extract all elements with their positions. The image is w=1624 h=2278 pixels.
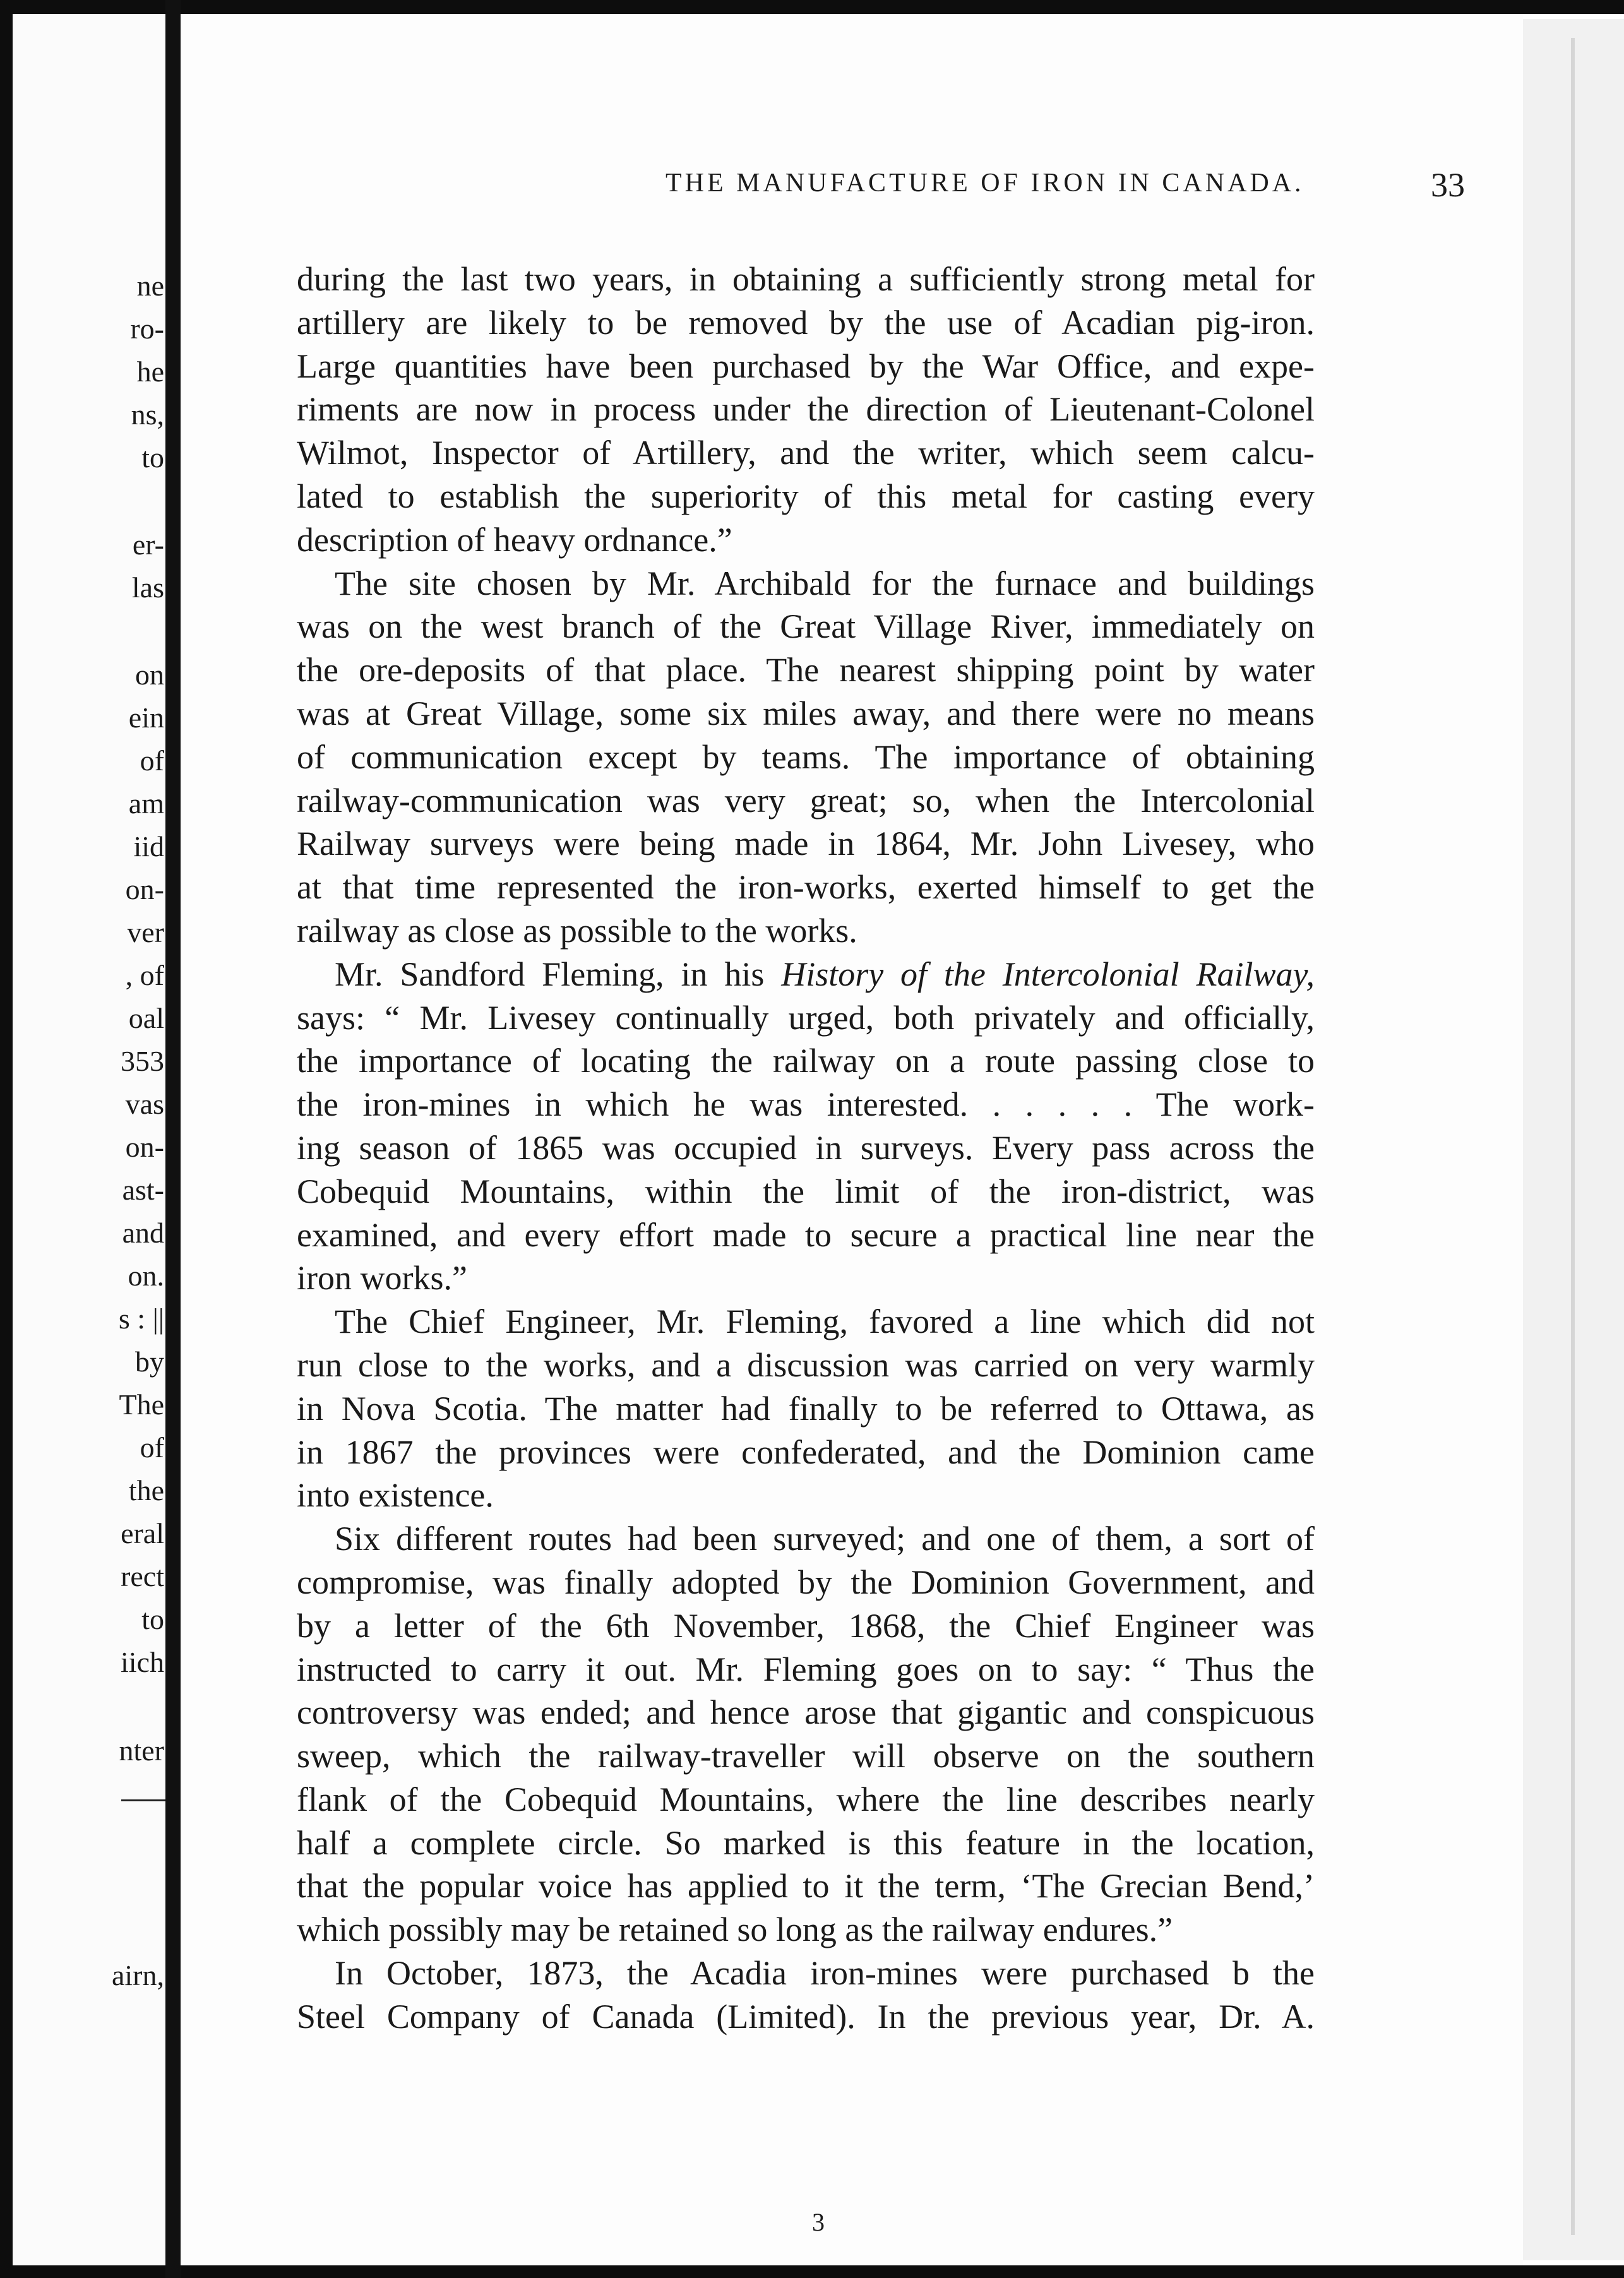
text-line: was on the west branch of the Great Village River, immediately on xyxy=(297,607,1315,646)
text-line: was at Great Village, some six miles away, and there were no means xyxy=(297,694,1315,732)
prev-page-fragment: , of xyxy=(125,959,164,991)
prev-page-footnote-rule xyxy=(121,1799,165,1801)
text-line: Cobequid Mountains, within the limit of the iron-district, was xyxy=(297,1172,1315,1210)
prev-page-fragment: the xyxy=(128,1474,164,1506)
text-line: in Nova Scotia. The matter had finally to be referred to Ottawa, as xyxy=(297,1389,1315,1428)
prev-page-fragment: and xyxy=(122,1217,164,1249)
prev-page-fragment: er- xyxy=(132,528,164,561)
text-line: that the popular voice has applied to it the term, ‘The Grecian Bend,’ xyxy=(297,1867,1315,1905)
body-text xyxy=(297,258,1315,2039)
prev-page-fragment: s : || xyxy=(118,1303,164,1335)
book-page xyxy=(181,14,1523,2265)
text-line: the iron-mines in which he was interested. . . . . . The work- xyxy=(297,1085,1315,1124)
text-line: into existence. xyxy=(297,1476,494,1515)
text-line: flank of the Cobequid Mountains, where the line describes nearly xyxy=(297,1780,1315,1818)
text-line: sweep, which the railway-traveller will observe on the southern xyxy=(297,1737,1315,1775)
text-line: Large quantities have been purchased by the War Office, and expe- xyxy=(297,347,1315,385)
scan-border-bottom xyxy=(0,2265,1624,2278)
signature-mark: 3 xyxy=(812,2208,825,2236)
prev-page-fragment: ast- xyxy=(122,1174,164,1206)
text-line: riments are now in process under the direction of Lieutenant-Colonel xyxy=(297,390,1315,429)
text-line: Steel Company of Canada (Limited). In the previous year, Dr. A. xyxy=(297,1997,1315,2036)
prev-page-fragment: ein xyxy=(128,701,164,734)
text-line: Railway surveys were being made in 1864, Mr. John Livesey, who xyxy=(297,825,1315,863)
text-line: which possibly may be retained so long as the railway endures.” xyxy=(297,1911,1173,1949)
page-number: 33 xyxy=(1431,166,1465,204)
prev-page-fragment: ne xyxy=(136,270,164,302)
text-line: in 1867 the provinces were confederated, and the Dominion came xyxy=(297,1433,1315,1471)
prev-page-fragment: The xyxy=(119,1388,164,1421)
text-line: compromise, was finally adopted by the Dominion Government, and xyxy=(297,1563,1315,1601)
prev-page-fragment: am xyxy=(128,787,164,820)
paragraph-first-line xyxy=(297,953,1315,996)
prev-page-fragment: on xyxy=(135,659,164,691)
scan-border-top xyxy=(0,0,1624,14)
text-line: half a complete circle. So marked is this feature in the location, xyxy=(297,1823,1315,1862)
text-line: by a letter of the 6th November, 1868, the Chief Engineer was xyxy=(297,1606,1315,1645)
running-head xyxy=(484,168,1519,206)
prev-page-fragment: to xyxy=(141,441,164,474)
prev-page-fragment: las xyxy=(131,571,164,604)
prev-page-fragment: of xyxy=(140,1431,164,1464)
prev-page-fragment: nter xyxy=(119,1734,164,1767)
prev-page-fragment: vas xyxy=(125,1088,164,1120)
text-line: examined, and every effort made to secure a practical line near the xyxy=(297,1215,1315,1254)
text-line: the importance of locating the railway on a route passing close to xyxy=(297,1042,1315,1080)
text-line: during the last two years, in obtaining a sufficiently strong metal for xyxy=(297,260,1315,298)
prev-page-fragment: iich xyxy=(121,1646,164,1678)
previous-page-margin xyxy=(13,14,165,2265)
prev-page-fragment: on- xyxy=(125,873,164,905)
paragraph-first-line: Six different routes had been surveyed; and one of them, a sort of xyxy=(335,1520,1315,1558)
paragraph-first-line: In October, 1873, the Acadia iron-mines were purchased b the xyxy=(335,1954,1315,1993)
prev-page-fragment: rect xyxy=(121,1560,164,1592)
running-title: THE MANUFACTURE OF IRON IN CANADA. xyxy=(666,169,1305,198)
prev-page-fragment: on- xyxy=(125,1131,164,1163)
text-line: Wilmot, Inspector of Artillery, and the writer, which seem calcu- xyxy=(297,434,1315,472)
prev-page-fragment: by xyxy=(135,1345,164,1378)
prev-page-fragment: eral xyxy=(121,1517,164,1549)
prev-page-fragment: airn, xyxy=(111,1959,164,1991)
text-line: description of heavy ordnance.” xyxy=(297,520,732,559)
prev-page-fragment: to xyxy=(141,1603,164,1635)
prev-page-fragment: ns, xyxy=(131,398,164,431)
prev-page-fragment: of xyxy=(140,744,164,777)
text-line: controversy was ended; and hence arose that gigantic and conspicuous xyxy=(297,1693,1315,1732)
text-line: instructed to carry it out. Mr. Fleming goes on to say: “ Thus the xyxy=(297,1650,1315,1688)
prev-page-fragment: he xyxy=(136,355,164,388)
text-line: of communication except by teams. The importance of obtaining xyxy=(297,737,1315,776)
prev-page-fragment: ver xyxy=(127,916,164,948)
text-line: lated to establish the superiority of this metal for casting every xyxy=(297,477,1315,515)
text-line: ing season of 1865 was occupied in surveys. Every pass across the xyxy=(297,1128,1315,1167)
book-gutter xyxy=(165,0,181,2278)
prev-page-fragment: ro- xyxy=(130,313,164,345)
text-run: Mr. Sandford Fleming, in his xyxy=(335,955,782,993)
paragraph-first-line: The Chief Engineer, Mr. Fleming, favored a line which did not xyxy=(335,1303,1315,1341)
text-line: artillery are likely to be removed by the use of Acadian pig-iron. xyxy=(297,303,1315,342)
text-line: run close to the works, and a discussion was carried on very warmly xyxy=(297,1345,1315,1384)
paragraph-first-line: The site chosen by Mr. Archibald for the furnace and buildings xyxy=(335,564,1315,602)
text-line: says: “ Mr. Livesey continually urged, both privately and officially, xyxy=(297,998,1315,1037)
text-line: the ore-deposits of that place. The nearest shipping point by water xyxy=(297,651,1315,689)
prev-page-fragment: 353 xyxy=(121,1045,164,1077)
page-edge-shadow xyxy=(1571,38,1575,2235)
text-line: at that time represented the iron-works, exerted himself to get the xyxy=(297,868,1315,907)
prev-page-fragment: oal xyxy=(128,1002,164,1034)
prev-page-fragment: iid xyxy=(133,830,164,862)
text-line: railway-communication was very great; so, when the Intercolonial xyxy=(297,781,1315,820)
text-line: railway as close as possible to the works. xyxy=(297,911,857,950)
prev-page-fragment: on. xyxy=(128,1260,164,1292)
scan-border-left xyxy=(0,0,13,2278)
text-line: iron works.” xyxy=(297,1259,467,1297)
book-title-italic: History of the Intercolonial Railway, xyxy=(781,955,1315,993)
